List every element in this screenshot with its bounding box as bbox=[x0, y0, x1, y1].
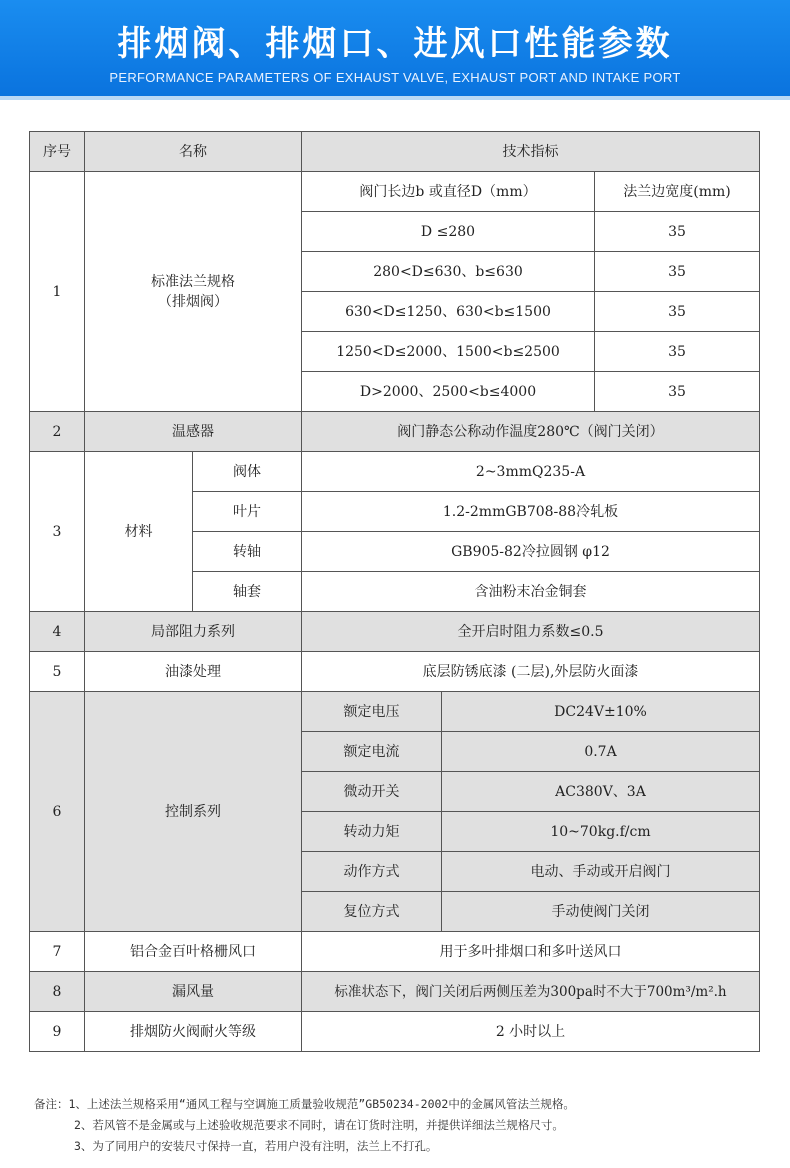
size-cell: D>2000、2500<b≤4000 bbox=[302, 372, 595, 412]
note-line-3: 3、为了同用户的安装尺寸保持一直，若用户没有注明，法兰上不打孔。 bbox=[74, 1139, 438, 1153]
page-title: 排烟阀、排烟口、进风口性能参数 bbox=[117, 24, 673, 64]
material-label: 轴套 bbox=[193, 572, 302, 612]
header-banner bbox=[0, 0, 790, 100]
row6-name: 控制系列 bbox=[85, 692, 302, 932]
control-value: DC24V±10% bbox=[442, 692, 760, 732]
size-cell: 630<D≤1250、630<b≤1500 bbox=[302, 292, 595, 332]
row5-no: 5 bbox=[30, 652, 85, 692]
row2-spec: 阀门静态公称动作温度280℃（阀门关闭） bbox=[302, 412, 760, 452]
spec-table bbox=[29, 131, 760, 1052]
row1-name bbox=[85, 172, 302, 412]
row3-no: 3 bbox=[30, 452, 85, 612]
row6-no: 6 bbox=[30, 692, 85, 932]
control-label: 额定电压 bbox=[302, 692, 442, 732]
header-no: 序号 bbox=[30, 132, 85, 172]
notes-section bbox=[34, 1094, 764, 1157]
material-value: 2~3mmQ235-A bbox=[302, 452, 760, 492]
row2-no: 2 bbox=[30, 412, 85, 452]
row7-name: 铝合金百叶格栅风口 bbox=[85, 932, 302, 972]
size-cell: 1250<D≤2000、1500<b≤2500 bbox=[302, 332, 595, 372]
row7-no: 7 bbox=[30, 932, 85, 972]
flange-cell: 35 bbox=[595, 292, 760, 332]
material-value: 1.2-2mmGB708-88冷轧板 bbox=[302, 492, 760, 532]
control-label: 额定电流 bbox=[302, 732, 442, 772]
flange-cell: 35 bbox=[595, 252, 760, 292]
material-value: GB905-82冷拉圆钢 φ12 bbox=[302, 532, 760, 572]
material-label: 转轴 bbox=[193, 532, 302, 572]
row1-name-line1: 标准法兰规格 bbox=[151, 273, 235, 290]
table-row bbox=[30, 612, 760, 652]
row9-no: 9 bbox=[30, 1012, 85, 1052]
control-label: 微动开关 bbox=[302, 772, 442, 812]
control-value: 10~70kg.f/cm bbox=[442, 812, 760, 852]
material-value: 含油粉末冶金铜套 bbox=[302, 572, 760, 612]
row5-name: 油漆处理 bbox=[85, 652, 302, 692]
page-subtitle: PERFORMANCE PARAMETERS OF EXHAUST VALVE, EXHAUST PORT AND INTAKE PORT bbox=[109, 70, 681, 85]
row4-spec: 全开启时阻力系数≤0.5 bbox=[302, 612, 760, 652]
row1-name-line2: （排烟阀） bbox=[158, 293, 228, 310]
row2-name: 温感器 bbox=[85, 412, 302, 452]
table-row bbox=[30, 652, 760, 692]
size-cell: D ≤280 bbox=[302, 212, 595, 252]
note-line-1: 备注：1、上述法兰规格采用“通风工程与空调施工质量验收规范”GB50234-2002中的金属风管法兰规格。 bbox=[34, 1097, 575, 1111]
row4-name: 局部阻力系列 bbox=[85, 612, 302, 652]
row9-spec: 2 小时以上 bbox=[302, 1012, 760, 1052]
row1-no: 1 bbox=[30, 172, 85, 412]
row9-name: 排烟防火阀耐火等级 bbox=[85, 1012, 302, 1052]
control-value: 电动、手动或开启阀门 bbox=[442, 852, 760, 892]
table-row bbox=[30, 452, 760, 492]
table-row bbox=[30, 1012, 760, 1052]
table-row bbox=[30, 932, 760, 972]
row8-no: 8 bbox=[30, 972, 85, 1012]
row8-spec: 标准状态下，阀门关闭后两侧压差为300pa时不大于700m³/m².h bbox=[302, 972, 760, 1012]
material-label: 阀体 bbox=[193, 452, 302, 492]
table-row bbox=[30, 972, 760, 1012]
row8-name: 漏风量 bbox=[85, 972, 302, 1012]
header-spec: 技术指标 bbox=[302, 132, 760, 172]
control-label: 动作方式 bbox=[302, 852, 442, 892]
control-label: 复位方式 bbox=[302, 892, 442, 932]
row5-spec: 底层防锈底漆 (二层),外层防火面漆 bbox=[302, 652, 760, 692]
table-row bbox=[30, 412, 760, 452]
control-label: 转动力矩 bbox=[302, 812, 442, 852]
table-header-row bbox=[30, 132, 760, 172]
flange-cell: 35 bbox=[595, 332, 760, 372]
control-value: 0.7A bbox=[442, 732, 760, 772]
control-value: 手动使阀门关闭 bbox=[442, 892, 760, 932]
note-line-2: 2、若风管不是金属或与上述验收规范要求不同时，请在订货时注明，并提供详细法兰规格尺寸。 bbox=[74, 1118, 564, 1132]
table-row bbox=[30, 692, 760, 732]
size-cell: 280<D≤630、b≤630 bbox=[302, 252, 595, 292]
row1-subheader-size: 阀门长边b 或直径D（mm） bbox=[302, 172, 595, 212]
control-value: AC380V、3A bbox=[442, 772, 760, 812]
material-label: 叶片 bbox=[193, 492, 302, 532]
row1-subheader-flange: 法兰边宽度(mm) bbox=[595, 172, 760, 212]
row4-no: 4 bbox=[30, 612, 85, 652]
row3-name: 材料 bbox=[85, 452, 193, 612]
row7-spec: 用于多叶排烟口和多叶送风口 bbox=[302, 932, 760, 972]
flange-cell: 35 bbox=[595, 372, 760, 412]
flange-cell: 35 bbox=[595, 212, 760, 252]
table-row bbox=[30, 172, 760, 212]
header-name: 名称 bbox=[85, 132, 302, 172]
